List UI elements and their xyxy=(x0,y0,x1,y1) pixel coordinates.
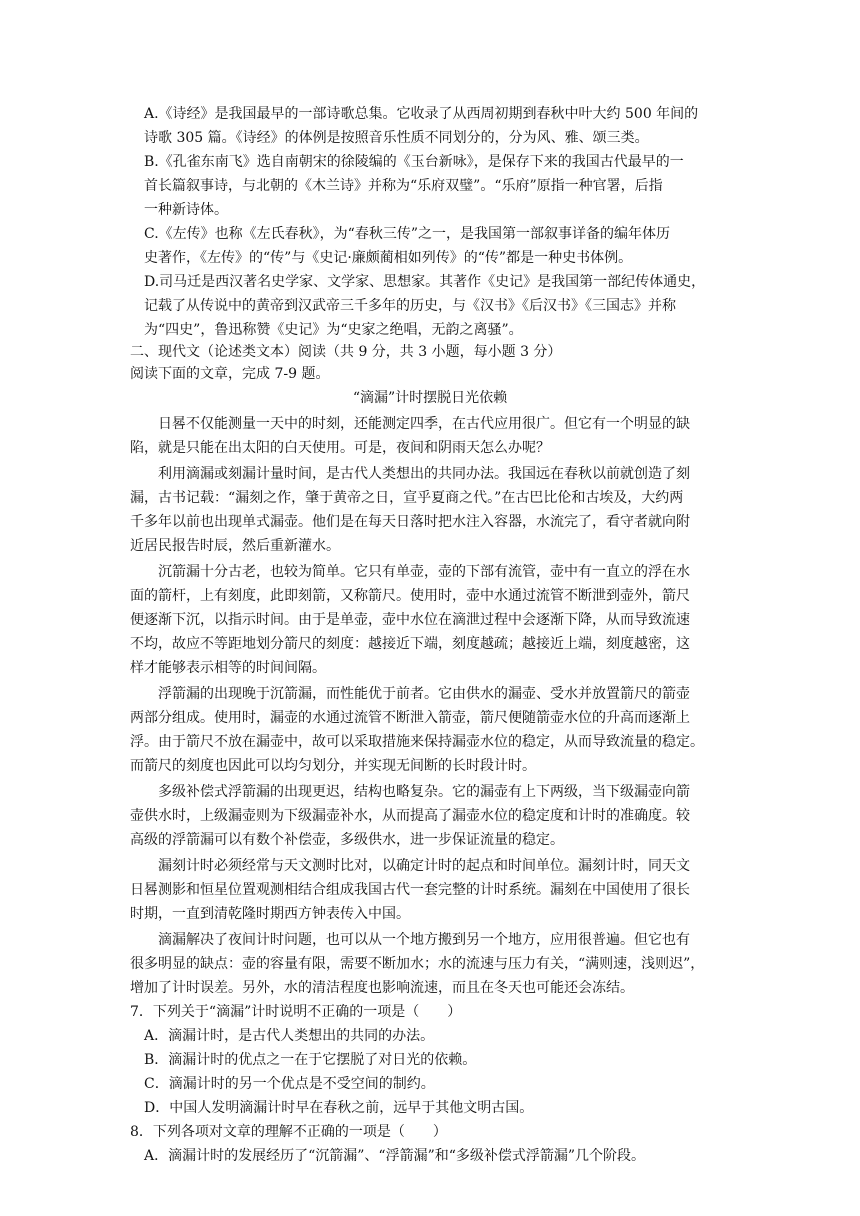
article-line: 不均，故应不等距地划分箭尺的刻度：越接近下端，刻度越疏；越接近上端，刻度越密，这 xyxy=(130,636,690,652)
article-line: 面的箭杆，上有刻度，此即刻箭，又称箭尺。使用时，壶中水通过流管不断泄到壶外，箭尺 xyxy=(130,588,690,604)
article-line: 时期，一直到清乾隆时期西方钟表传入中国。 xyxy=(130,906,410,922)
question-7-option: B．滴漏计时的优点之一在于它摆脱了对日光的依赖。 xyxy=(144,1052,477,1068)
option-d-line-1: D.司马迁是西汉著名史学家、文学家、思想家。其著作《史记》是我国第一部纪传体通史， xyxy=(144,274,706,290)
article-line: 滴漏解决了夜间计时问题，也可以从一个地方搬到另一个地方，应用很普遍。但它也有 xyxy=(158,932,690,948)
article-line: 壶供水时，上级漏壶则为下级漏壶补水，从而提高了漏壶水位的稳定度和计时的准确度。较 xyxy=(130,808,690,824)
article-line: 而箭尺的刻度也因此可以均匀划分，并实现无间断的长时段计时。 xyxy=(130,758,536,774)
option-b-line-2: 首长篇叙事诗，与北朝的《木兰诗》并称为“乐府双璧”。“乐府”原指一种官署，后指 xyxy=(144,178,663,194)
article-line: 两部分组成。使用时，漏壶的水通过流管不断泄入箭壶，箭尺便随箭壶水位的升高而逐渐上 xyxy=(130,710,690,726)
question-7-option: C．滴漏计时的另一个优点是不受空间的制约。 xyxy=(144,1076,435,1092)
option-a-line-2: 诗歌 305 篇。《诗经》的体例是按照音乐性质不同划分的，分为风、雅、颂三类。 xyxy=(144,130,649,146)
option-d-line-2: 记载了从传说中的黄帝到汉武帝三千多年的历史，与《汉书》《后汉书》《三国志》并称 xyxy=(144,298,676,314)
option-d-line-3: 为“四史”，鲁迅称赞《史记》为“史家之绝唱，无韵之离骚”。 xyxy=(144,322,523,338)
section-heading: 二、现代文（论述类文本）阅读（共 9 分，共 3 小题，每小题 3 分） xyxy=(130,344,562,360)
article-line: 近居民报告时辰，然后重新灌水。 xyxy=(130,538,340,554)
option-c-line-2: 史著作，《左传》的“传”与《史记·廉颇蔺相如列传》的“传”都是一种史书体例。 xyxy=(144,250,633,266)
option-c-line-1: C.《左传》也称《左氏春秋》，为“春秋三传”之一，是我国第一部叙事详备的编年体历 xyxy=(144,226,670,242)
article-line: 浮。由于箭尺不放在漏壶中，故可以采取措施来保持漏壶水位的稳定，从而导致流量的稳定。 xyxy=(130,734,704,750)
article-line: 漏刻计时必须经常与天文测时比对，以确定计时的起点和时间单位。漏刻计时，同天文 xyxy=(158,858,690,874)
option-b-line-1: B.《孔雀东南飞》选自南朝宋的徐陵编的《玉台新咏》，是保存下来的我国古代最早的一 xyxy=(144,154,684,170)
article-line: 多级补偿式浮箭漏的出现更迟，结构也略复杂。它的漏壶有上下两级，当下级漏壶向箭 xyxy=(158,784,690,800)
article-line: 日晷不仅能测量一天中的时刻，还能测定四季，在古代应用很广。但它有一个明显的缺 xyxy=(158,416,690,432)
question-7-option: D．中国人发明滴漏计时早在春秋之前，远早于其他文明古国。 xyxy=(144,1100,534,1116)
article-title: “滴漏”计时摆脱日光依赖 xyxy=(352,390,508,406)
article-line: 增加了计时误差。另外，水的清洁程度也影响流速，而且在冬天也可能还会冻结。 xyxy=(130,980,634,996)
option-a-line-1: A.《诗经》是我国最早的一部诗歌总集。它收录了从西周初期到春秋中叶大约 500 年间的 xyxy=(144,106,699,122)
option-b-line-3: 一种新诗体。 xyxy=(144,202,228,218)
article-line: 陷，就是只能在出太阳的白天使用。可是，夜间和阴雨天怎么办呢？ xyxy=(130,440,550,456)
article-line: 样才能够表示相等的时间间隔。 xyxy=(130,660,326,676)
article-line: 很多明显的缺点：壶的容量有限，需要不断加水；水的流速与压力有关，“满则速，浅则迟”， xyxy=(130,956,705,972)
question-7-option: A．滴漏计时，是古代人类想出的共同的办法。 xyxy=(144,1028,435,1044)
article-line: 沉箭漏十分古老，也较为简单。它只有单壶，壶的下部有流管，壶中有一直立的浮在水 xyxy=(158,564,690,580)
question-8-stem: 8．下列各项对文章的理解不正确的一项是（ ） xyxy=(130,1124,447,1140)
article-line: 便逐渐下沉，以指示时间。由于是单壶，壶中水位在滴泄过程中会逐渐下降，从而导致流速 xyxy=(130,612,690,628)
article-line: 利用滴漏或刻漏计量时间，是古代人类想出的共同办法。我国远在春秋以前就创造了刻 xyxy=(158,466,690,482)
article-line: 漏，古书记载：“漏刻之作，肇于黄帝之日，宣乎夏商之代。”在古巴比伦和古埃及，大约两 xyxy=(130,490,684,506)
article-line: 千多年以前也出现单式漏壶。他们是在每天日落时把水注入容器，水流完了，看守者就向附 xyxy=(130,514,690,530)
section-instruction: 阅读下面的文章，完成 7-9 题。 xyxy=(130,366,330,382)
article-line: 浮箭漏的出现晚于沉箭漏，而性能优于前者。它由供水的漏壶、受水并放置箭尺的箭壶 xyxy=(158,686,690,702)
article-line: 高级的浮箭漏可以有数个补偿壶，多级供水，进一步保证流量的稳定。 xyxy=(130,832,564,848)
question-7-stem: 7．下列关于“滴漏”计时说明不正确的一项是（ ） xyxy=(130,1004,462,1020)
article-line: 日晷测影和恒星位置观测相结合组成我国古代一套完整的计时系统。漏刻在中国使用了很长 xyxy=(130,882,690,898)
question-8-option: A．滴漏计时的发展经历了“沉箭漏”、“浮箭漏”和“多级补偿式浮箭漏”几个阶段。 xyxy=(144,1148,646,1164)
